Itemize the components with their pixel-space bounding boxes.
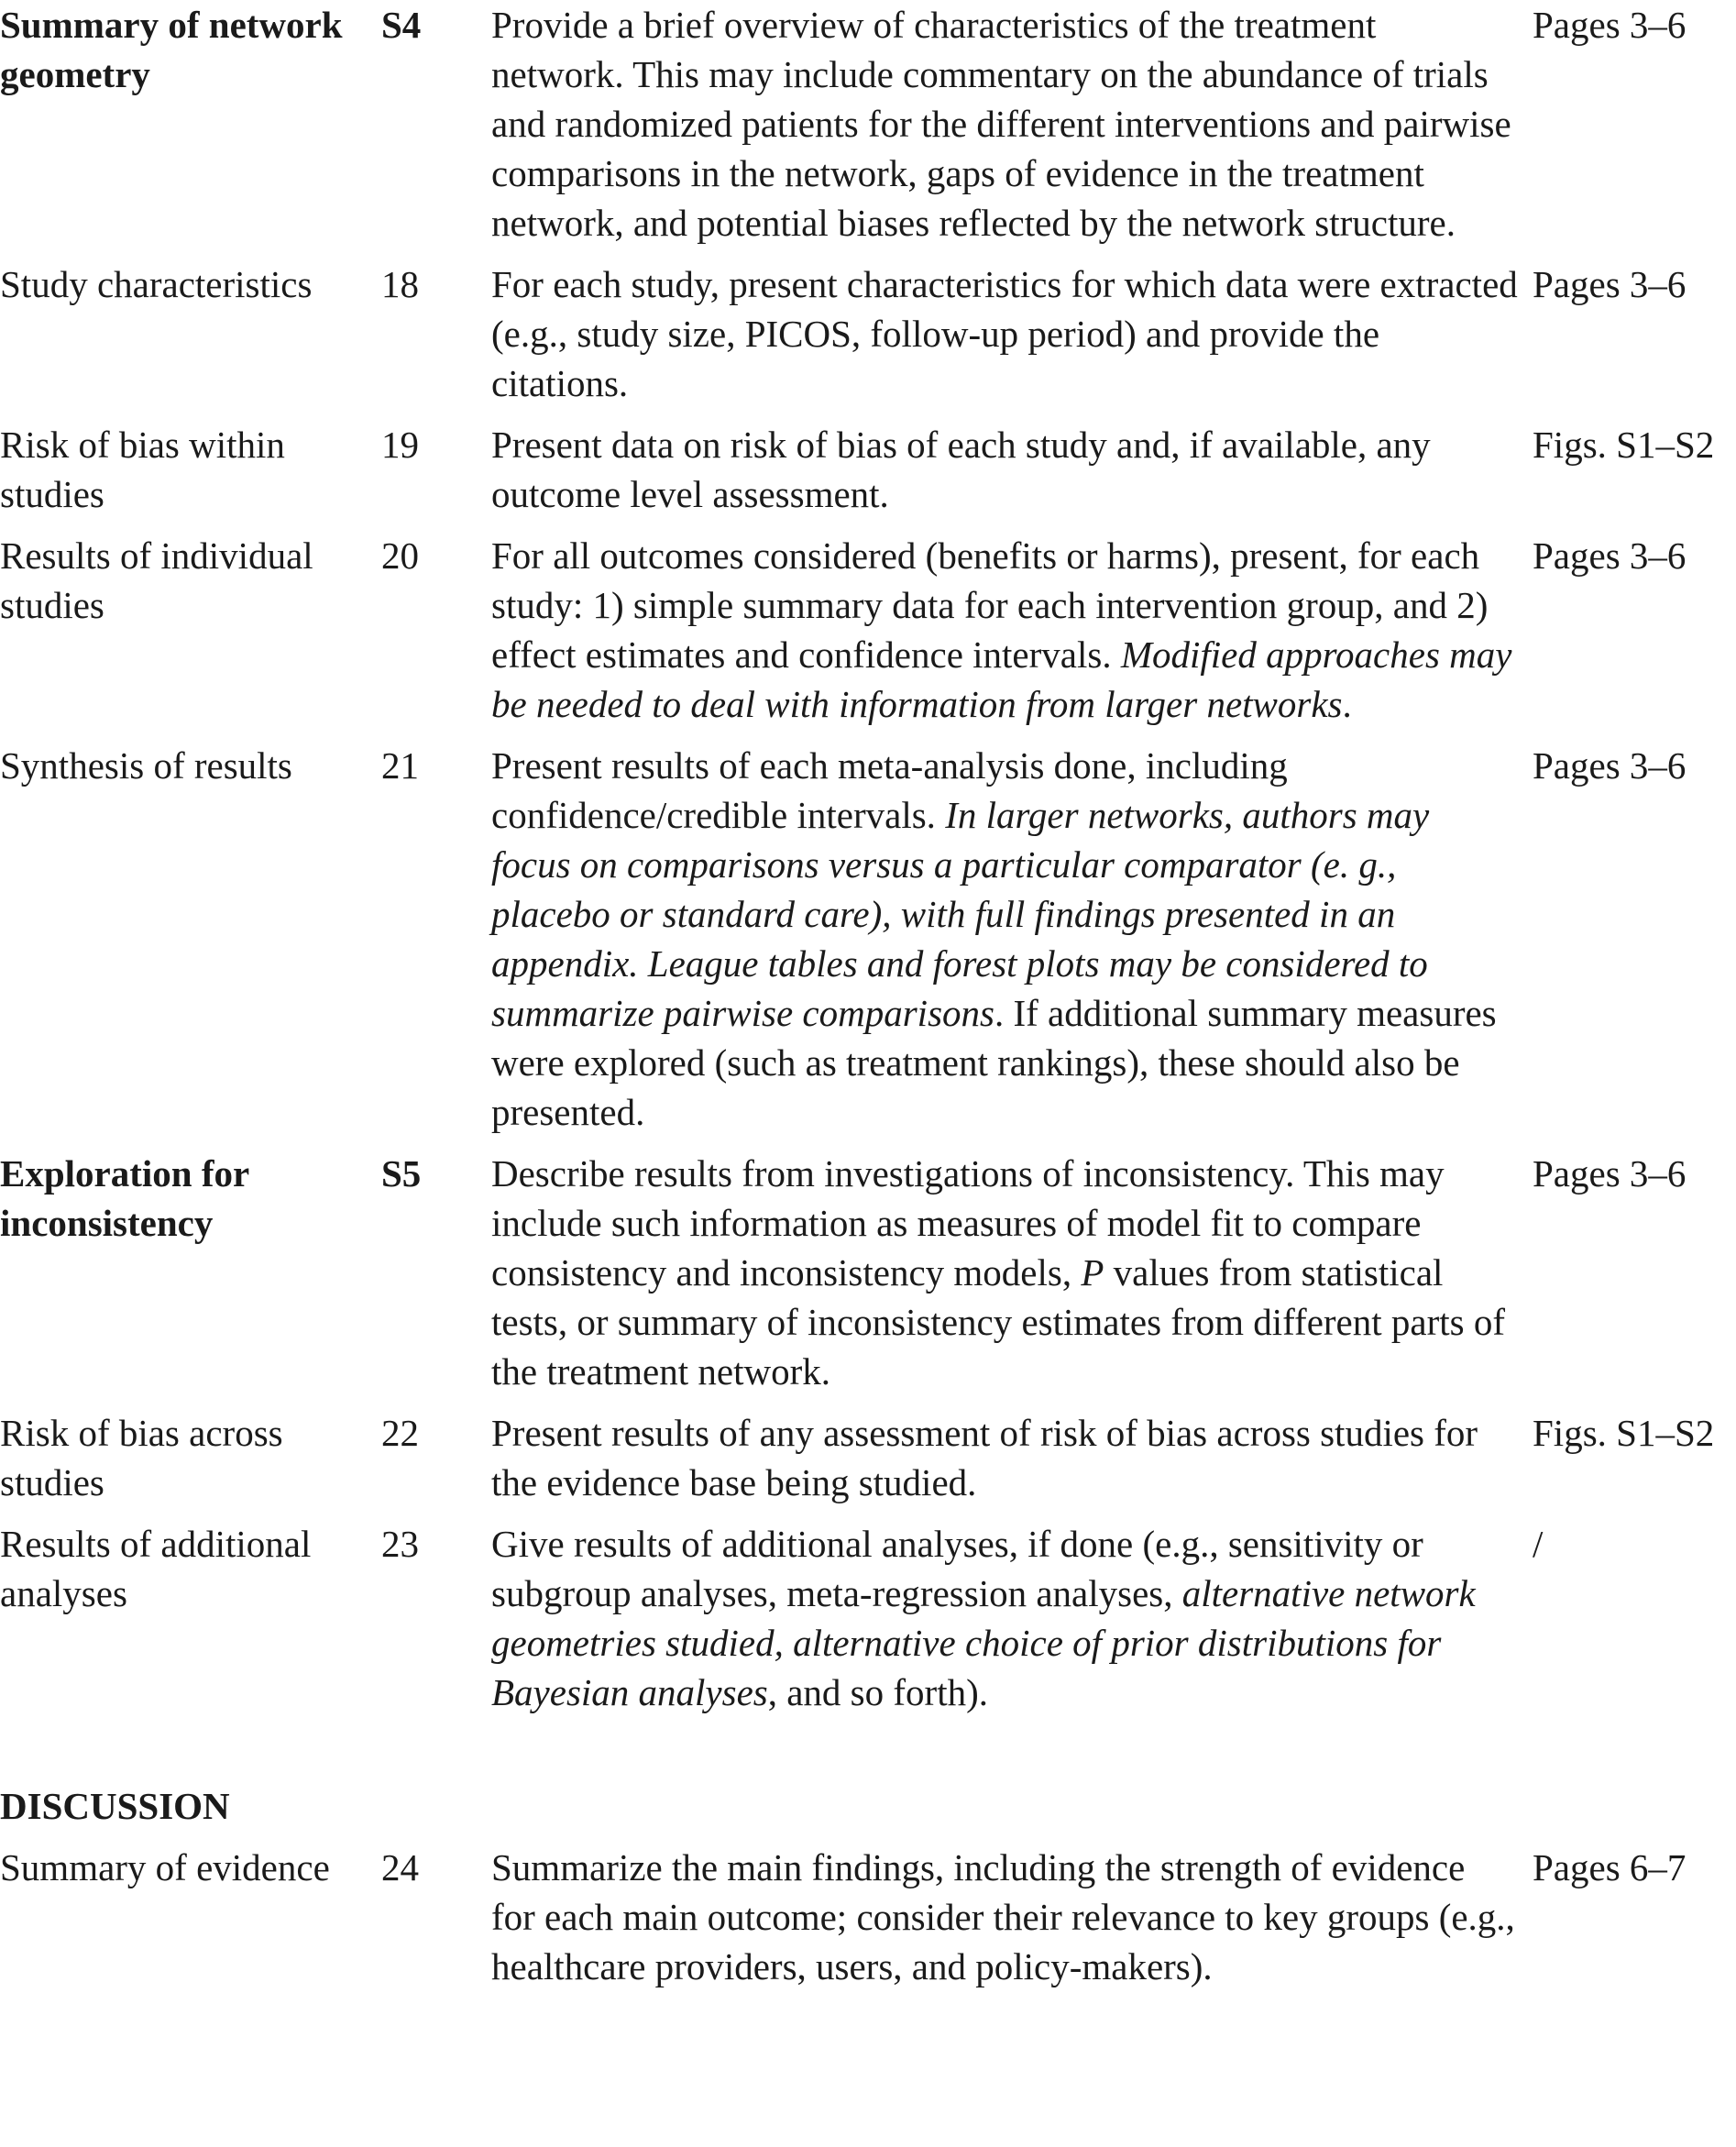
topic-cell: Study characteristics <box>0 263 313 305</box>
item-number-cell: 21 <box>381 744 419 787</box>
item-number-cell: S4 <box>381 4 422 46</box>
discussion-table <box>0 1843 1736 1991</box>
description-segment: Give results of additional analyses, if done (e.g., sensitivity or subgroup analyses, meta-regression analyses, <box>491 1523 1423 1614</box>
reported-on-cell: Figs. S1–S2 <box>1533 424 1715 466</box>
topic-cell: Summary of evidence <box>0 1846 330 1888</box>
table-row <box>0 1149 1736 1396</box>
section-heading-discussion: DISCUSSION <box>0 1785 230 1827</box>
description-italic-segment: Modified approaches may be needed to deal with information from larger networks <box>491 633 1512 725</box>
reported-on-cell: Pages 3–6 <box>1533 1152 1687 1195</box>
table-row <box>0 259 1736 408</box>
reported-on-cell: Figs. S1–S2 <box>1533 1412 1715 1454</box>
description-segment: Present results of any assessment of risk of bias across studies for the evidence base being studied. <box>491 1412 1478 1503</box>
description-segment: Provide a brief overview of characteristics of the treatment network. This may include commentary on the abundance of trials and randomized patients for the different interventions and pairwise comparisons in the network, gaps of evidence in the treatment network, and potential biases reflected by the network structure. <box>491 4 1511 244</box>
description-italic-segment: alternative network geometries studied, alternative choice of prior distributions for Bayesian analyses <box>491 1572 1476 1713</box>
table-row <box>0 1519 1736 1717</box>
description-segment: values from statistical tests, or summary of inconsistency estimates from different parts of the treatment network. <box>491 1251 1505 1393</box>
topic-cell: Results of individual studies <box>0 534 313 626</box>
table-row <box>0 1408 1736 1507</box>
reported-on-cell: Pages 3–6 <box>1533 4 1687 46</box>
description-cell <box>491 259 1518 408</box>
reported-on-cell: Pages 3–6 <box>1533 263 1687 305</box>
reported-on-cell: Pages 6–7 <box>1533 1846 1687 1888</box>
description-segment: Present results of each meta-analysis done, including confidence/credible intervals. <box>491 744 1288 836</box>
table-row <box>0 741 1736 1137</box>
description-segment: Summarize the main findings, including the strength of evidence for each main outcome; consider their relevance to key groups (e.g., healthcare providers, users, and policy-makers). <box>491 1846 1515 1987</box>
description-cell <box>491 1149 1518 1396</box>
description-segment: Present data on risk of bias of each study and, if available, any outcome level assessment. <box>491 424 1431 515</box>
description-cell <box>491 420 1518 519</box>
item-number-cell: S5 <box>381 1152 422 1195</box>
description-cell <box>491 1408 1518 1507</box>
topic-cell: Risk of bias across studies <box>0 1412 283 1503</box>
description-segment: . <box>1342 683 1352 725</box>
topic-cell: Risk of bias within studies <box>0 424 285 515</box>
reported-on-cell: Pages 3–6 <box>1533 534 1687 577</box>
item-number-cell: 24 <box>381 1846 419 1888</box>
description-cell <box>491 531 1518 729</box>
description-segment: . If additional summary measures were explored (such as treatment rankings), these should also be presented. <box>491 992 1497 1133</box>
description-segment: , and so forth). <box>767 1671 988 1713</box>
topic-cell: Summary of network geometry <box>0 4 343 95</box>
topic-cell: Results of additional analyses <box>0 1523 312 1614</box>
topic-cell: Exploration for inconsistency <box>0 1152 249 1244</box>
item-number-cell: 19 <box>381 424 419 466</box>
item-number-cell: 18 <box>381 263 419 305</box>
topic-cell: Synthesis of results <box>0 744 292 787</box>
description-cell <box>491 1519 1518 1717</box>
table-row <box>0 0 1736 248</box>
description-italic-segment: P <box>1081 1251 1104 1294</box>
description-segment: For all outcomes considered (benefits or harms), present, for each study: 1) simple summary data for each intervention group, and 2) effect estimates and confidence intervals. <box>491 534 1489 676</box>
description-cell <box>491 0 1518 248</box>
table-row <box>0 531 1736 729</box>
item-number-cell: 22 <box>381 1412 419 1454</box>
item-number-cell: 20 <box>381 534 419 577</box>
description-cell <box>491 741 1518 1137</box>
description-segment: Describe results from investigations of inconsistency. This may include such information as measures of model fit to compare consistency and inconsistency models, <box>491 1152 1445 1294</box>
table-row <box>0 420 1736 519</box>
reported-on-cell: Pages 3–6 <box>1533 744 1687 787</box>
description-cell <box>491 1843 1518 1991</box>
description-segment: For each study, present characteristics for which data were extracted (e.g., study size, PICOS, follow-up period) and provide the citations. <box>491 263 1518 404</box>
reported-on-cell: / <box>1533 1523 1544 1565</box>
item-number-cell: 23 <box>381 1523 419 1565</box>
description-italic-segment: In larger networks, authors may focus on comparisons versus a particular comparator (e. g., placebo or standard care), with full findings presented in an appendix. League tables and forest plots may be considered to summarize pairwise comparisons <box>491 794 1430 1034</box>
table-row <box>0 1843 1736 1991</box>
